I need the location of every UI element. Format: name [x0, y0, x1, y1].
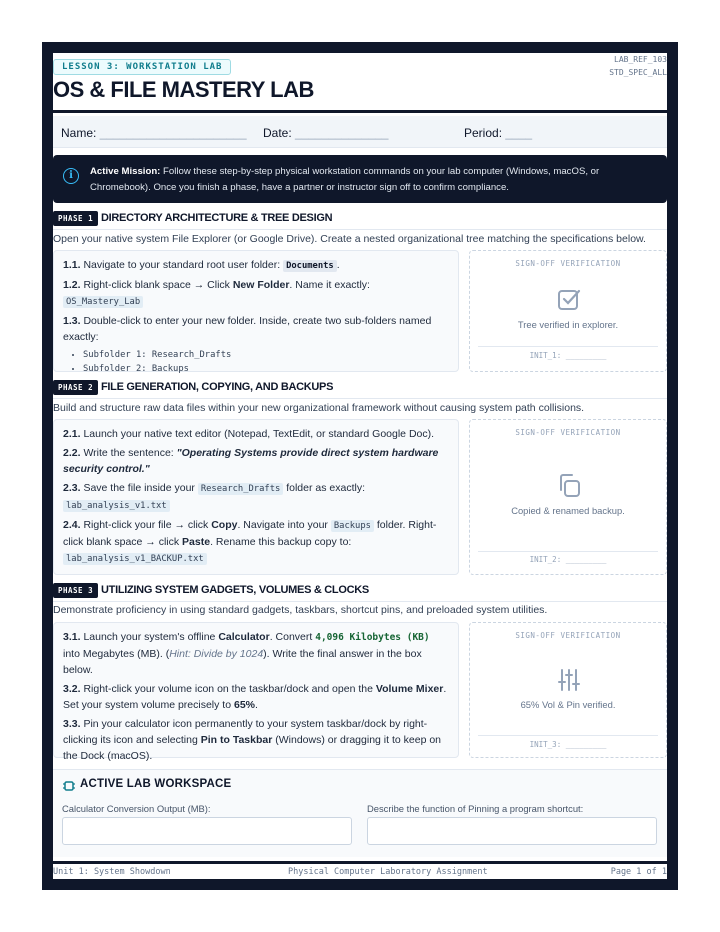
file-code: lab_analysis_v1.txt [63, 500, 170, 512]
reference-codes [609, 53, 667, 79]
step-3-3 [63, 716, 449, 764]
page-title: OS & FILE MASTERY LAB [53, 77, 314, 102]
subfolder-list [83, 348, 449, 376]
phase-2-steps [53, 419, 459, 575]
student-info-bar [53, 116, 667, 148]
step-1-2 [63, 277, 449, 310]
signoff-label: SIGN-OFF VERIFICATION [515, 259, 621, 268]
step-text: . Navigate into your [237, 519, 328, 531]
footer-unit: Unit 1: System Showdown [53, 867, 171, 877]
step-emphasis: New Folder [232, 279, 290, 291]
sentence-quote: "Operating Systems provide direct system hardware security control." [63, 447, 439, 475]
step-text: Pin your calculator icon permanently to your system taskbar/dock by right-clicking its icon and selecting [63, 718, 428, 746]
lab-workspace [53, 769, 667, 857]
list-item: • Subfolder 2: Backups [83, 362, 449, 376]
step-emphasis: Copy [211, 519, 238, 531]
step-3-2 [63, 681, 449, 713]
step-text: Navigate to your standard root user folder: [83, 259, 281, 271]
period-label: Period: [464, 126, 503, 140]
step-number: 1.1. [63, 259, 81, 271]
mission-banner [53, 155, 667, 203]
phase-2-badge: PHASE 2 [53, 380, 98, 395]
title-divider [53, 110, 667, 113]
phase-3-steps [53, 622, 459, 762]
conversion-output-label: Calculator Conversion Output (MB): [62, 803, 211, 814]
mission-body: Follow these step-by-step physical workstation commands on your lab computer (Windows, macOS, or Chromebook). Once you finish a phase, have a partner or instructor sign off to confirm compliance. [90, 166, 600, 193]
phase-2-description: Build and structure raw data files within your new organizational framework without causing system path collisions. [53, 402, 585, 414]
signoff-message: Tree verified in explorer. [517, 319, 619, 330]
info-icon: i [63, 168, 79, 184]
pinning-description-input[interactable] [367, 817, 657, 845]
folder-code: Research_Drafts [198, 483, 283, 495]
signoff-message: Copied & renamed backup. [511, 505, 625, 516]
phase-2-signoff [469, 419, 667, 575]
step-text: . Name it exactly: [289, 279, 370, 291]
footer-divider [53, 861, 667, 864]
step-text: (Windows) or dragging it to keep on the Dock (macOS). [63, 734, 441, 762]
signoff-message: 65% Vol & Pin verified. [520, 699, 616, 710]
mission-heading: Active Mission: [90, 166, 161, 177]
mission-text [90, 164, 657, 195]
step-emphasis: Paste [182, 536, 211, 548]
step-number: 3.1. [63, 631, 81, 643]
sliders-icon [556, 667, 582, 693]
step-text: . [255, 699, 258, 711]
checkbox-icon [556, 287, 582, 313]
step-text: Right-click blank space → Click [83, 279, 230, 291]
step-number: 2.4. [63, 519, 81, 531]
date-field[interactable] [263, 126, 388, 140]
step-text: Launch your system's offline [83, 631, 216, 643]
name-line: ______________________ [99, 126, 247, 140]
phase-2-divider [53, 398, 667, 399]
footer-assignment: Physical Computer Laboratory Assignment [288, 867, 488, 877]
step-number: 2.3. [63, 482, 81, 494]
cpu-icon [62, 779, 76, 793]
ref-code-1: LAB_REF_103 [614, 55, 667, 64]
init-divider [478, 551, 658, 552]
ref-code-2: STD_SPEC_ALL [609, 68, 667, 77]
signoff-label: SIGN-OFF VERIFICATION [515, 631, 621, 640]
step-1-3 [63, 313, 449, 376]
step-number: 1.3. [63, 315, 81, 327]
initials-line[interactable]: INIT_1: _________ [529, 351, 607, 360]
period-line: ____ [505, 126, 533, 140]
step-number: 2.2. [63, 447, 81, 459]
kilobytes-value: 4,096 Kilobytes (KB) [315, 632, 430, 643]
step-text: folder. Right-click blank space → click [63, 519, 437, 548]
folder-code: Documents [283, 260, 337, 272]
step-text: . Set your system volume precisely to [63, 683, 447, 711]
period-field[interactable] [464, 126, 532, 140]
step-text: ). Write the final answer in the box below. [63, 648, 422, 676]
step-number: 1.2. [63, 279, 81, 291]
step-emphasis: Pin to Taskbar [200, 734, 273, 746]
phase-1-steps [53, 250, 459, 372]
conversion-output-input[interactable] [62, 817, 352, 845]
step-text: Save the file inside your [83, 482, 195, 494]
phase-2-title: FILE GENERATION, COPYING, AND BACKUPS [101, 381, 334, 393]
step-2-3 [63, 480, 449, 514]
step-2-1 [63, 426, 449, 442]
step-1-1 [63, 257, 449, 274]
step-text: Double-click to enter your new folder. Inside, create two sub-folders named exactly: [63, 315, 432, 343]
signoff-label: SIGN-OFF VERIFICATION [515, 428, 621, 437]
initials-line[interactable]: INIT_2: _________ [529, 555, 607, 564]
phase-1-signoff [469, 250, 667, 372]
step-text: . Convert [269, 631, 313, 643]
phase-2-header [53, 380, 667, 396]
list-item: • Subfolder 1: Research_Drafts [83, 348, 449, 362]
footer-page-number: Page 1 of 1 [610, 867, 667, 877]
step-text: folder as exactly: [286, 482, 366, 494]
folder-code: OS_Mastery_Lab [63, 296, 143, 308]
step-text: into Megabytes (MB). ( [63, 648, 170, 660]
step-text: Right-click your file → click [83, 519, 209, 531]
step-number: 3.3. [63, 718, 81, 730]
phase-3-description: Demonstrate proficiency in using standard gadgets, taskbars, shortcut pins, and preloaded system utilities. [53, 604, 548, 616]
step-text: Write the sentence: [83, 447, 174, 459]
date-label: Date: [263, 126, 292, 140]
file-code: lab_analysis_v1_BACKUP.txt [63, 553, 207, 565]
step-text: Launch your native text editor (Notepad, TextEdit, or standard Google Doc). [83, 428, 435, 440]
step-emphasis: Volume Mixer [375, 683, 444, 695]
copy-icon [556, 472, 582, 498]
phase-3-signoff [469, 622, 667, 758]
step-text: . [336, 259, 340, 271]
step-emphasis: 65% [233, 699, 255, 711]
phase-1-title: DIRECTORY ARCHITECTURE & TREE DESIGN [101, 212, 333, 224]
name-field[interactable] [61, 126, 247, 140]
step-emphasis: Calculator [218, 631, 270, 643]
step-2-2 [63, 445, 449, 477]
phase-1-divider [53, 229, 667, 230]
name-label: Name: [61, 126, 97, 140]
init-divider [478, 735, 658, 736]
worksheet-page [53, 53, 667, 879]
step-2-4 [63, 517, 449, 567]
phase-1-description: Open your native system File Explorer (or Google Drive). Create a nested organizational tree matching the specifications below. [53, 233, 646, 245]
step-number: 3.2. [63, 683, 81, 695]
phase-3-title: UTILIZING SYSTEM GADGETS, VOLUMES & CLOCKS [101, 584, 369, 596]
lesson-label: LESSON 3: WORKSTATION LAB [53, 59, 231, 75]
date-line: ______________ [295, 126, 389, 140]
phase-1-header [53, 211, 667, 227]
hint-text: Hint: Divide by 1024 [169, 648, 264, 660]
initials-line[interactable]: INIT_3: _________ [529, 740, 607, 749]
step-text: . Rename this backup copy to: [210, 536, 352, 548]
phase-3-header [53, 583, 667, 599]
phase-3-badge: PHASE 3 [53, 583, 98, 598]
step-text: Right-click your volume icon on the taskbar/dock and open the [83, 683, 373, 695]
phase-1-badge: PHASE 1 [53, 211, 98, 226]
pinning-description-label: Describe the function of Pinning a program shortcut: [367, 803, 584, 814]
init-divider [478, 346, 658, 347]
step-number: 2.1. [63, 428, 81, 440]
folder-code: Backups [331, 520, 374, 532]
workspace-title: ACTIVE LAB WORKSPACE [80, 778, 232, 790]
phase-3-divider [53, 601, 667, 602]
step-3-1 [63, 629, 449, 678]
